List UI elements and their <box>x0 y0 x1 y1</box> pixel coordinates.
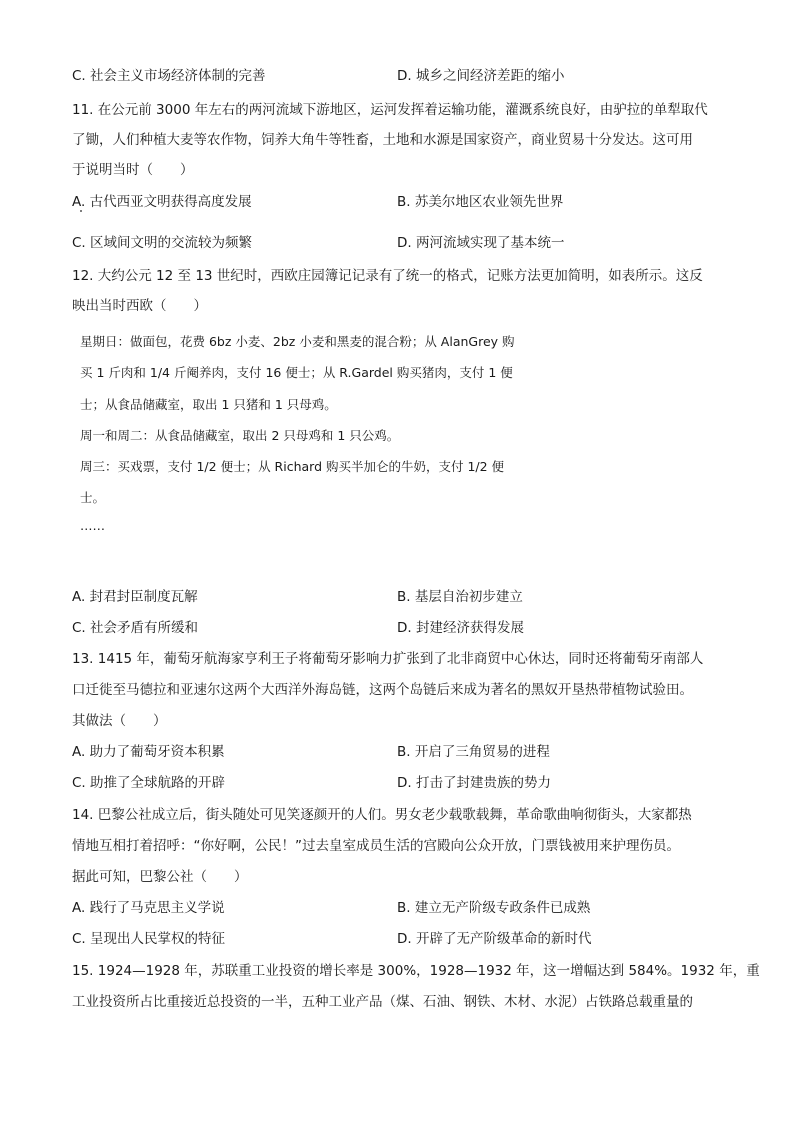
q12-stem-line-1: 12. 大约公元 12 至 13 世纪时，西欧庄园簿记记录有了统一的格式，记账方法更加简明，如表所示。这反 <box>72 268 703 284</box>
q12-record-ellipsis: …… <box>80 518 105 533</box>
q11-stem-line-3: 于说明当时（ ） <box>72 162 194 178</box>
q12-record-line-1: 星期日：做面包，花费 6bz 小麦、2bz 小麦和黑麦的混合粉；从 AlanGrey 购 <box>80 334 515 349</box>
q13-option-a[interactable]: A. 助力了葡萄牙资本积累 <box>72 744 225 760</box>
q12-record-line-5: 周三：买戏票，支付 1/2 便士；从 Richard 购买半加仑的牛奶，支付 1/2 便 <box>80 459 505 474</box>
q14-stem-line-2: 情地互相打着招呼：“你好啊，公民！”过去皇室成员生活的宫殿向公众开放，门票钱被用来护理伤员。 <box>72 838 680 854</box>
q13-option-b[interactable]: B. 开启了三角贸易的进程 <box>397 744 550 760</box>
q12-record-line-4: 周一和周二：从食品储藏室，取出 2 只母鸡和 1 只公鸡。 <box>80 428 400 443</box>
q11-option-c[interactable]: C. 区域间文明的交流较为频繁 <box>72 235 253 251</box>
q11-stem-line-2: 了锄，人们种植大麦等农作物，饲养大角牛等牲畜，土地和水源是国家资产，商业贸易十分发达。这可用 <box>72 132 693 148</box>
q11-stem-line-1: 11. 在公元前 3000 年左右的两河流域下游地区，运河发挥着运输功能，灌溉系统良好，由驴拉的单犁取代 <box>72 102 708 118</box>
q15-stem-line-2: 工业投资所占比重接近总投资的一半，五种工业产品（煤、石油、钢铁、木材、水泥）占铁路总载重量的 <box>72 994 693 1010</box>
q12-option-b[interactable]: B. 基层自治初步建立 <box>397 589 523 605</box>
q12-option-d[interactable]: D. 封建经济获得发展 <box>397 620 524 636</box>
q13-stem-line-2: 口迁徙至马德拉和亚速尔这两个大西洋外海岛链，这两个岛链后来成为著名的黑奴开垦热带植物试验田。 <box>72 682 693 698</box>
q11-option-a[interactable]: A. 古代西亚文明获得高度发展 <box>72 194 252 210</box>
q14-option-b[interactable]: B. 建立无产阶级专政条件已成熟 <box>397 900 591 916</box>
q12-stem-line-2: 映出当时西欧（ ） <box>72 298 207 314</box>
q13-option-c[interactable]: C. 助推了全球航路的开辟 <box>72 775 226 791</box>
q14-option-c[interactable]: C. 呈现出人民掌权的特征 <box>72 931 226 947</box>
q13-option-d[interactable]: D. 打击了封建贵族的势力 <box>397 775 551 791</box>
q14-stem-line-1: 14. 巴黎公社成立后，街头随处可见笑逐颜开的人们。男女老少载歌载舞，革命歌曲响彻街头，大家都热 <box>72 807 692 823</box>
q13-stem-line-1: 13. 1415 年，葡萄牙航海家亨利王子将葡萄牙影响力扩张到了北非商贸中心休达，同时还将葡萄牙南部人 <box>72 651 704 667</box>
q15-stem-line-1: 15. 1924—1928 年，苏联重工业投资的增长率是 300%，1928—1932 年，这一增幅达到 584%。1932 年，重 <box>72 963 760 979</box>
q12-record-line-6: 士。 <box>80 490 106 505</box>
q14-option-a[interactable]: A. 践行了马克思主义学说 <box>72 900 225 916</box>
q14-stem-line-3: 据此可知，巴黎公社（ ） <box>72 869 248 885</box>
q12-record-line-3: 士；从食品储藏室，取出 1 只猪和 1 只母鸡。 <box>80 397 337 412</box>
q12-option-a[interactable]: A. 封君封臣制度瓦解 <box>72 589 198 605</box>
stray-dot-mark <box>80 210 82 212</box>
q10-option-c[interactable]: C. 社会主义市场经济体制的完善 <box>72 68 266 84</box>
q11-option-b[interactable]: B. 苏美尔地区农业领先世界 <box>397 194 564 210</box>
q14-option-d[interactable]: D. 开辟了无产阶级革命的新时代 <box>397 931 592 947</box>
q12-option-c[interactable]: C. 社会矛盾有所缓和 <box>72 620 199 636</box>
q11-option-d[interactable]: D. 两河流域实现了基本统一 <box>397 235 565 251</box>
q12-record-line-2: 买 1 斤肉和 1/4 斤阉养肉，支付 16 便士；从 R.Gardel 购买猪肉，支付 1 便 <box>80 365 513 380</box>
q10-option-d[interactable]: D. 城乡之间经济差距的缩小 <box>397 68 565 84</box>
q13-stem-line-3: 其做法（ ） <box>72 713 167 729</box>
